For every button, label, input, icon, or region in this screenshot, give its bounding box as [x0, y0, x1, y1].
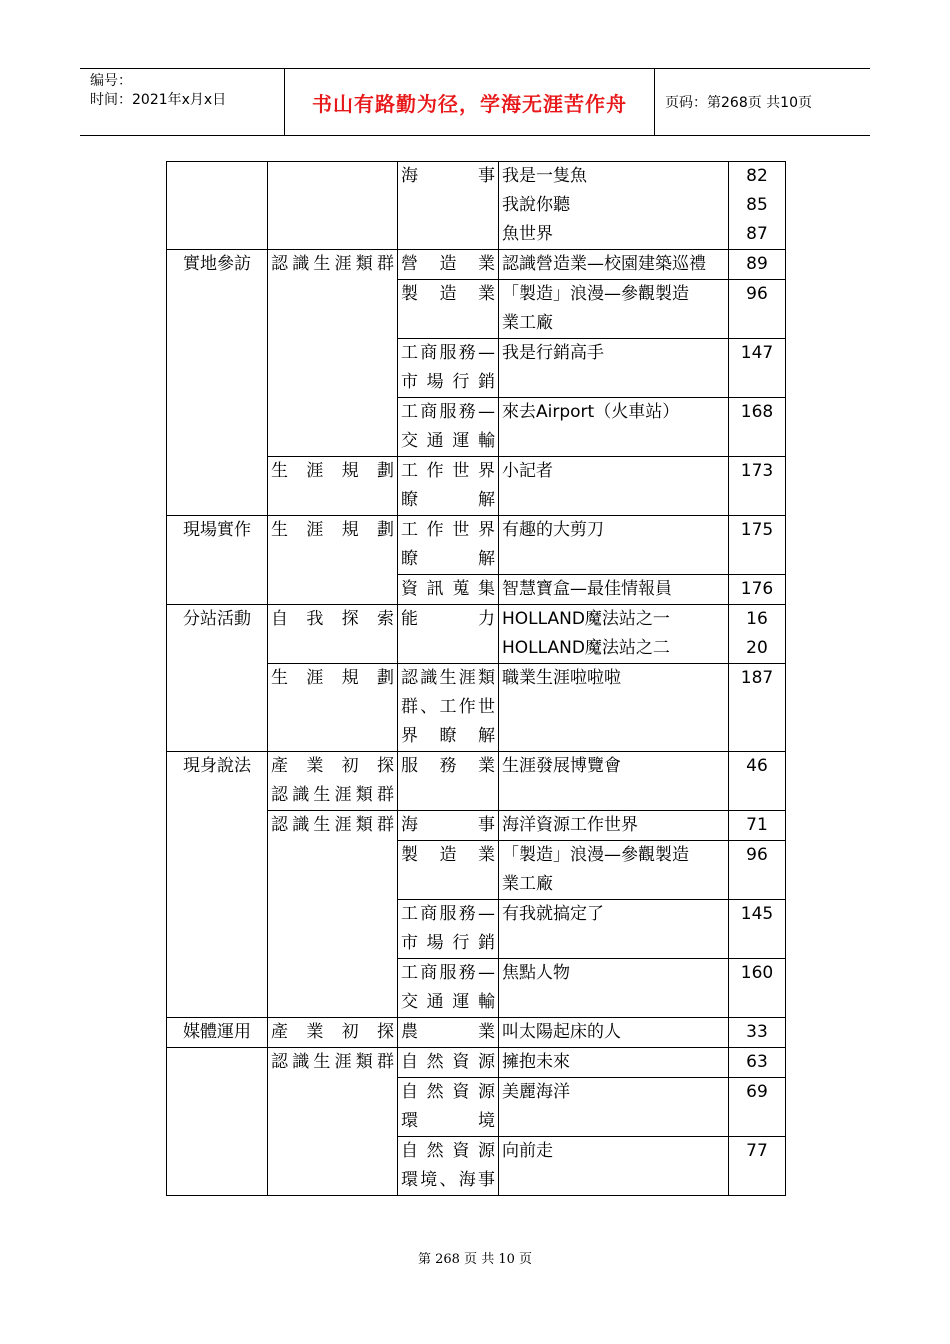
table-row: [167, 752, 786, 811]
subject-cell: 工 作 世 界 瞭 解: [398, 457, 499, 516]
subject-cell: 能 力: [398, 605, 499, 664]
page-cell: 46: [729, 752, 786, 811]
subject-cell: 資 訊 蒐 集: [398, 575, 499, 605]
page-cell: 176: [729, 575, 786, 605]
type-cell: 自 我 探 索: [268, 605, 398, 664]
page-cell: 145: [729, 900, 786, 959]
activity-cell: 小記者: [499, 457, 729, 516]
type-cell: 認識生涯類群: [268, 811, 398, 1018]
page-cell: 89: [729, 250, 786, 280]
subject-cell: 工商服務— 交 通 運 輸: [398, 959, 499, 1018]
subject-cell: 自 然 資 源 環 境: [398, 1078, 499, 1137]
page-cell: 82 85 87: [729, 162, 786, 250]
type-cell: 生 涯 規 劃: [268, 457, 398, 516]
activity-cell: 擁抱未來: [499, 1048, 729, 1078]
activity-cell: 叫太陽起床的人: [499, 1018, 729, 1048]
activity-cell: 來去Airport（火車站）: [499, 398, 729, 457]
activity-cell: 智慧寶盒—最佳情報員: [499, 575, 729, 605]
type-cell: 產 業 初 探 認識生涯類群: [268, 752, 398, 811]
header-meta: [90, 69, 284, 138]
page-cell: 147: [729, 339, 786, 398]
page-cell: 69: [729, 1078, 786, 1137]
subject-cell: 自 然 資 源 環境、海事: [398, 1137, 499, 1196]
page-cell: 160: [729, 959, 786, 1018]
type-cell: [268, 162, 398, 250]
table-row: [167, 250, 786, 280]
page-cell: 96: [729, 280, 786, 339]
type-cell: 產 業 初 探: [268, 1018, 398, 1048]
subject-cell: 製 造 業: [398, 280, 499, 339]
category-cell: 現身說法: [167, 752, 268, 1018]
type-cell: 生 涯 規 劃: [268, 664, 398, 752]
page-cell: 71: [729, 811, 786, 841]
activity-cell: 職業生涯啦啦啦: [499, 664, 729, 752]
time-label: 时间：2021年x月x日: [90, 92, 227, 108]
subject-cell: 工 作 世 界 瞭 解: [398, 516, 499, 575]
page-cell: 168: [729, 398, 786, 457]
activity-cell: 焦點人物: [499, 959, 729, 1018]
page-footer: 第 268 页 共 10 页: [417, 1252, 533, 1267]
type-cell: 認識生涯類群: [268, 250, 398, 457]
page-cell: 16 20: [729, 605, 786, 664]
subject-cell: 服 務 業: [398, 752, 499, 811]
table-row: [167, 1048, 786, 1078]
page-cell: 33: [729, 1018, 786, 1048]
activity-cell: 向前走: [499, 1137, 729, 1196]
category-cell: 媒體運用: [167, 1018, 268, 1048]
type-cell: 認識生涯類群: [268, 1048, 398, 1196]
table-row: [167, 1018, 786, 1048]
activity-cell: 有趣的大剪刀: [499, 516, 729, 575]
activity-table: [166, 161, 786, 1196]
category-cell: 實地參訪: [167, 250, 268, 516]
activity-cell: 我是行銷高手: [499, 339, 729, 398]
subject-cell: 海 事: [398, 162, 499, 250]
subject-cell: 工商服務— 交 通 運 輸: [398, 398, 499, 457]
activity-cell: 「製造」浪漫—參觀製造 業工廠: [499, 280, 729, 339]
table-row: [167, 516, 786, 575]
category-cell: [167, 1048, 268, 1196]
header-slogan: 书山有路勤为径，学海无涯苦作舟: [284, 69, 655, 135]
number-label: 编号：: [90, 73, 132, 89]
activity-cell: 美麗海洋: [499, 1078, 729, 1137]
page-cell: 173: [729, 457, 786, 516]
subject-cell: 自 然 資 源: [398, 1048, 499, 1078]
subject-cell: 營 造 業: [398, 250, 499, 280]
page-cell: 63: [729, 1048, 786, 1078]
page-header: [80, 68, 870, 136]
activity-cell: 海洋資源工作世界: [499, 811, 729, 841]
category-cell: [167, 162, 268, 250]
page-cell: 77: [729, 1137, 786, 1196]
page-cell: 187: [729, 664, 786, 752]
activity-cell: HOLLAND魔法站之一 HOLLAND魔法站之二: [499, 605, 729, 664]
header-page-code: 页码：第268页 共10页: [665, 95, 812, 111]
table-row: [167, 162, 786, 250]
subject-cell: 海 事: [398, 811, 499, 841]
subject-cell: 工商服務— 市 場 行 銷: [398, 900, 499, 959]
subject-cell: 認識生涯類 群、工作世 界 瞭 解: [398, 664, 499, 752]
activity-cell: 有我就搞定了: [499, 900, 729, 959]
subject-cell: 製 造 業: [398, 841, 499, 900]
activity-cell: 生涯發展博覽會: [499, 752, 729, 811]
table-row: [167, 605, 786, 664]
category-cell: 分站活動: [167, 605, 268, 752]
category-cell: 現場實作: [167, 516, 268, 605]
activity-cell: 我是一隻魚 我說你聽 魚世界: [499, 162, 729, 250]
activity-cell: 認識營造業—校園建築巡禮: [499, 250, 729, 280]
type-cell: 生 涯 規 劃: [268, 516, 398, 605]
page-cell: 175: [729, 516, 786, 575]
page-cell: 96: [729, 841, 786, 900]
subject-cell: 工商服務— 市 場 行 銷: [398, 339, 499, 398]
subject-cell: 農 業: [398, 1018, 499, 1048]
activity-cell: 「製造」浪漫—參觀製造 業工廠: [499, 841, 729, 900]
